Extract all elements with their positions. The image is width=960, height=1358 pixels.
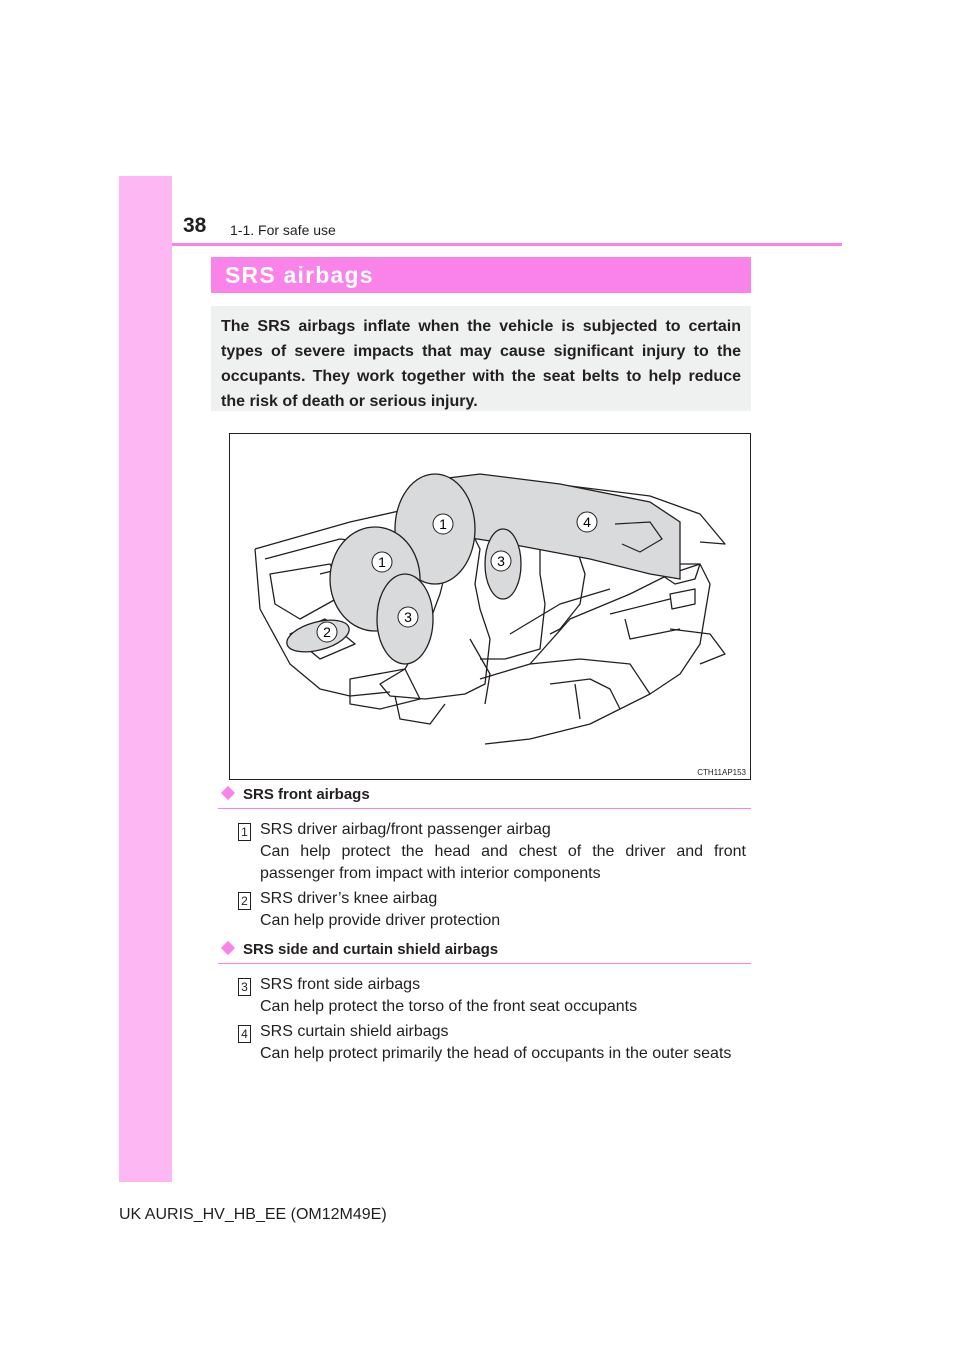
- item-number-badge: 2: [238, 892, 251, 910]
- item-title: SRS front side airbags: [260, 976, 421, 993]
- page-number: 38: [183, 214, 207, 237]
- list-item: [260, 974, 746, 1018]
- subsection-rule: [218, 963, 751, 964]
- callout-label: 1: [378, 554, 386, 570]
- header-rule: [172, 243, 842, 246]
- item-description: Can help provide driver protection: [260, 912, 501, 929]
- item-description: Can help protect the torso of the front seat occupants: [260, 998, 638, 1015]
- list-item: [260, 1021, 746, 1065]
- callout-2-knee: [317, 622, 337, 642]
- item-description: Can help protect primarily the head of occupants in the outer seats: [260, 1045, 732, 1062]
- item-title: SRS driver’s knee airbag: [260, 890, 438, 907]
- footer-model-code: UK AURIS_HV_HB_EE (OM12M49E): [119, 1206, 387, 1223]
- callout-3-passenger-side: [491, 551, 511, 571]
- item-title: SRS curtain shield airbags: [260, 1023, 449, 1040]
- subsection-heading-side-curtain: [220, 941, 498, 958]
- intro-text: The SRS airbags inflate when the vehicle is subjected to certain types of severe impacts that may cause significant injury to the occupants. They work together with the seat belts to help reduce the risk of death or serious injury.: [221, 318, 741, 410]
- figure-code: CTH11AP153: [697, 768, 746, 777]
- side-tab-bar: [119, 176, 172, 1182]
- callout-4-curtain: [577, 512, 597, 532]
- callout-layer: [230, 434, 750, 779]
- subsection-rule: [218, 808, 751, 809]
- subsection-heading-text: SRS front airbags: [243, 786, 370, 803]
- airbag-illustration: [229, 433, 751, 780]
- callout-3-driver-side: [398, 607, 418, 627]
- callout-label: 4: [583, 514, 591, 530]
- callout-label: 2: [323, 624, 331, 640]
- callout-label: 3: [497, 553, 505, 569]
- page-title: SRS airbags: [225, 262, 374, 288]
- item-number-badge: 1: [238, 823, 251, 841]
- item-title: SRS driver airbag/front passenger airbag: [260, 821, 551, 838]
- callout-label: 3: [404, 609, 412, 625]
- item-number-badge: 3: [238, 978, 251, 996]
- list-item: [260, 888, 746, 932]
- callout-1-passenger: [433, 514, 453, 534]
- diamond-bullet-icon: [221, 786, 235, 800]
- diamond-bullet-icon: [221, 941, 235, 955]
- callout-1-driver: [372, 552, 392, 572]
- subsection-heading-front: [220, 786, 370, 803]
- section-title: 1-1. For safe use: [230, 222, 336, 238]
- callout-label: 1: [439, 516, 447, 532]
- subsection-heading-text: SRS side and curtain shield airbags: [243, 941, 499, 958]
- list-item: [260, 819, 746, 885]
- item-description: Can help protect the head and chest of the driver and front passenger from impact with interior components: [260, 843, 746, 882]
- item-number-badge: 4: [238, 1025, 251, 1043]
